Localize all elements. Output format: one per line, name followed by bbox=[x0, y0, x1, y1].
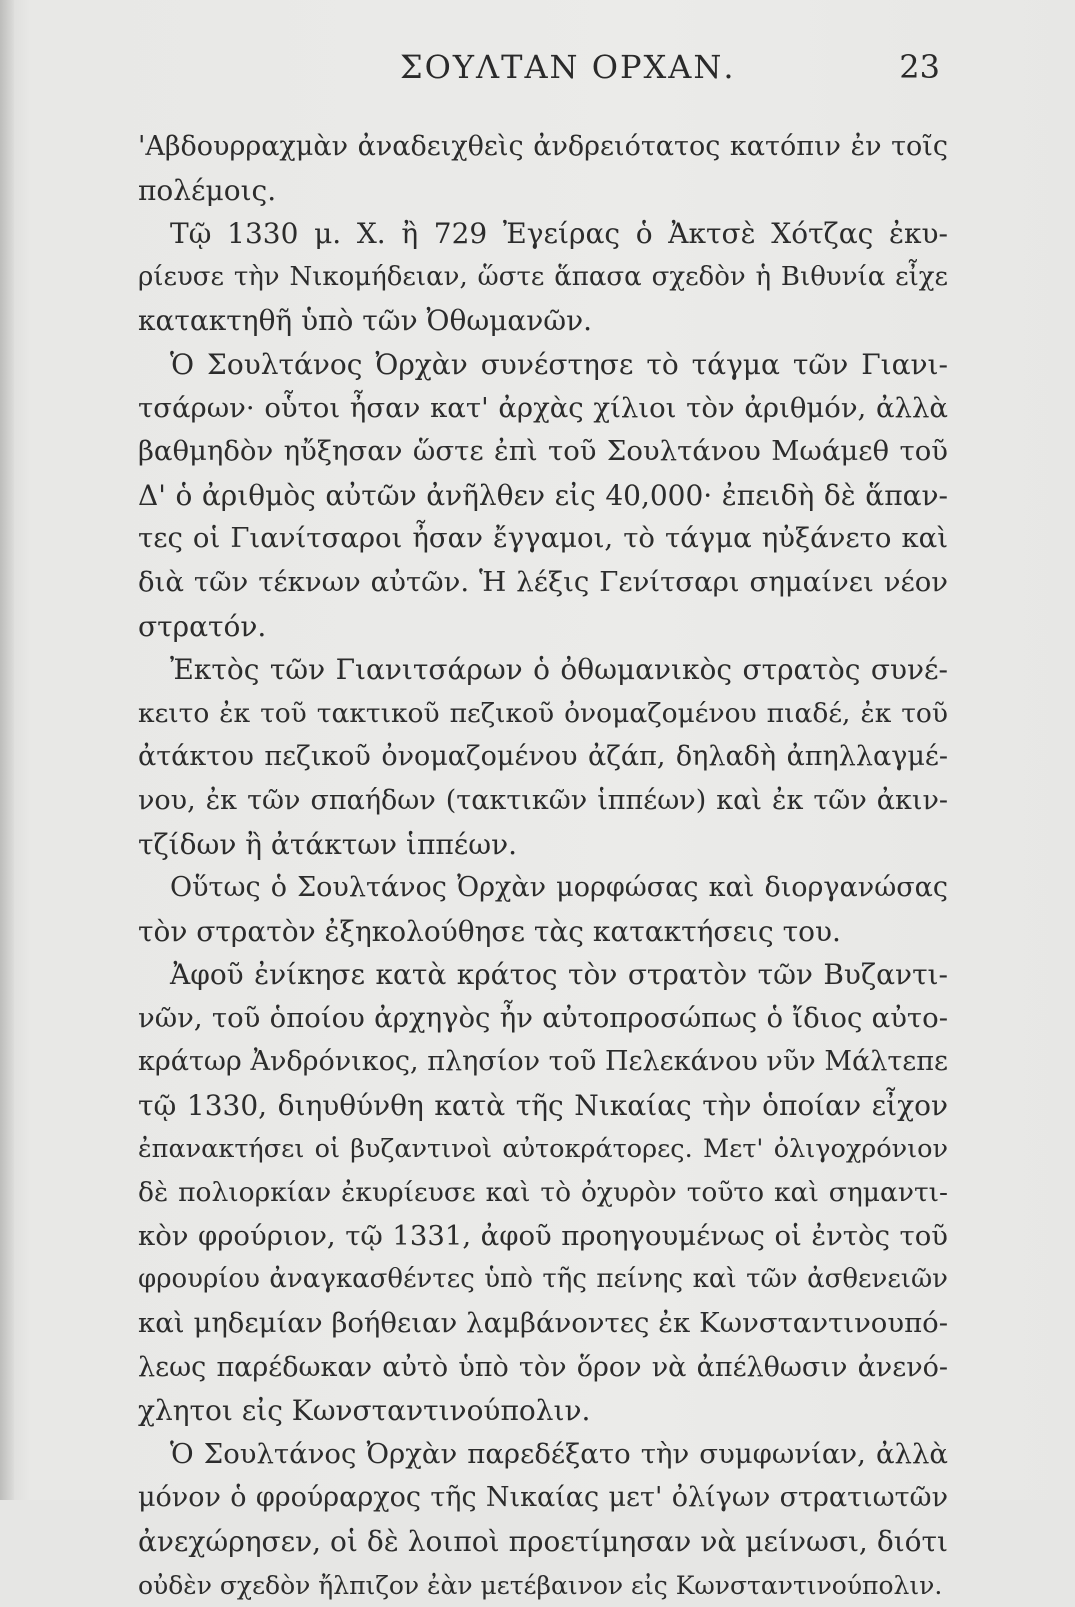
text-line: Ἐκτὸς τῶν Γιανιτσάρων ὁ ὀθωμανικὸς στρατὸς συνέ- bbox=[170, 653, 948, 687]
text-line: βαθμηδὸν ηὔξησαν ὥστε ἐπὶ τοῦ Σουλτάνου Μωάμεθ τοῦ bbox=[138, 435, 948, 468]
text-line: κατακτηθῆ ὑπὸ τῶν Ὀθωμανῶν. bbox=[138, 304, 593, 338]
text-line: ἀτάκτου πεζικοῦ ὀνομαζομένου ἀζάπ, δηλαδὴ ἀπηλλαγμέ- bbox=[138, 741, 948, 773]
text-line: Οὕτως ὁ Σουλτάνος Ὀρχὰν μορφώσας καὶ διοργανώσας bbox=[170, 872, 948, 904]
text-line: ρίευσε τὴν Νικομήδειαν, ὥστε ἅπασα σχεδὸν ἡ Βιθυνία εἶχε bbox=[138, 261, 948, 292]
text-line: Ὁ Σουλτάνος Ὀρχὰν παρεδέξατο τὴν συμφωνίαν, ἀλλὰ bbox=[170, 1437, 948, 1470]
body-text bbox=[138, 125, 948, 1607]
text-line: νῶν, τοῦ ὁποίου ἀρχηγὸς ἦν αὐτοπροσώπως ὁ ἴδιος αὐτο- bbox=[138, 1001, 948, 1034]
text-line: τσάρων· οὗτοι ἦσαν κατ' ἀρχὰς χίλιοι τὸν ἀριθμόν, ἀλλὰ bbox=[138, 391, 948, 424]
text-line: νου, ἐκ τῶν σπαήδων (τακτικῶν ἱππέων) καὶ ἐκ τῶν ἀκιν- bbox=[138, 784, 948, 816]
text-line: κὸν φρούριον, τῷ 1331, ἀφοῦ προηγουμένως οἱ ἐντὸς τοῦ bbox=[138, 1219, 948, 1252]
text-line: ἀνεχώρησεν, οἱ δὲ λοιποὶ προετίμησαν νὰ μείνωσι, διότι bbox=[138, 1525, 948, 1558]
text-line: χλητοι εἰς Κωνσταντινούπολιν. bbox=[138, 1394, 591, 1428]
running-title: ΣΟΥΛΤΑΝ ΟΡΧΑΝ. bbox=[400, 48, 736, 86]
text-line: λεως παρέδωκαν αὐτὸ ὑπὸ τὸν ὅρον νὰ ἀπέλθωσιν ἀνενό- bbox=[138, 1351, 948, 1383]
text-line: δὲ πολιορκίαν ἐκυρίευσε καὶ τὸ ὀχυρὸν τοῦτο καὶ σημαντι- bbox=[138, 1177, 948, 1209]
text-line: τὸν στρατὸν ἐξηκολούθησε τὰς κατακτήσεις του. bbox=[138, 914, 841, 948]
text-line: οὐδὲν σχεδὸν ἤλπιζον ἐὰν μετέβαινον εἰς Κωνσταντινούπολιν. bbox=[138, 1570, 943, 1600]
page-header bbox=[100, 44, 940, 104]
text-line: κειτο ἐκ τοῦ τακτικοῦ πεζικοῦ ὀνομαζομένου πιαδέ, ἐκ τοῦ bbox=[138, 697, 948, 729]
text-line: τῷ 1330, διηυθύνθη κατὰ τῆς Νικαίας τὴν ὁποίαν εἶχον bbox=[138, 1089, 948, 1123]
text-line: μόνον ὁ φρούραρχος τῆς Νικαίας μετ' ὀλίγων στρατιωτῶν bbox=[138, 1482, 948, 1514]
text-line: στρατόν. bbox=[138, 609, 267, 643]
text-line: Ἀφοῦ ἐνίκησε κατὰ κράτος τὸν στρατὸν τῶν Βυζαντι- bbox=[170, 958, 948, 992]
page-number: 23 bbox=[899, 48, 940, 86]
text-line: 'Αβδουρραχμὰν ἀναδειχθεὶς ἀνδρειότατος κατόπιν ἐν τοῖς bbox=[138, 131, 948, 162]
text-line: κράτωρ Ἀνδρόνικος, πλησίον τοῦ Πελεκάνου νῦν Μάλτεπε bbox=[138, 1046, 948, 1078]
page-gutter-shadow bbox=[0, 0, 14, 1500]
text-line: πολέμοις. bbox=[138, 173, 277, 207]
text-line: Ὁ Σουλτάνος Ὀρχὰν συνέστησε τὸ τάγμα τῶν Γιανι- bbox=[170, 347, 948, 381]
text-line: Τῷ 1330 μ. Χ. ἢ 729 Ἐγείρας ὁ Ἀκτσὲ Χότζας ἐκυ- bbox=[170, 217, 948, 251]
text-line: τες οἱ Γιανίτσαροι ἦσαν ἔγγαμοι, τὸ τάγμα ηὐξάνετο καὶ bbox=[138, 522, 948, 555]
text-line: καὶ μηδεμίαν βοήθειαν λαμβάνοντες ἐκ Κωνσταντινουπό- bbox=[138, 1307, 948, 1340]
text-line: φρουρίου ἀναγκασθέντες ὑπὸ τῆς πείνης καὶ τῶν ἀσθενειῶν bbox=[138, 1264, 948, 1295]
text-line: διὰ τῶν τέκνων αὐτῶν. Ἡ λέξις Γενίτσαρι σημαίνει νέον bbox=[138, 565, 948, 598]
text-line: τζίδων ἢ ἀτάκτων ἱππέων. bbox=[138, 827, 518, 861]
text-line: Δ' ὁ ἀριθμὸς αὐτῶν ἀνῆλθεν εἰς 40,000· ἐπειδὴ δὲ ἅπαν- bbox=[138, 478, 948, 512]
text-line: ἐπανακτήσει οἱ βυζαντινοὶ αὐτοκράτορες. Μετ' ὀλιγοχρόνιον bbox=[138, 1133, 948, 1164]
